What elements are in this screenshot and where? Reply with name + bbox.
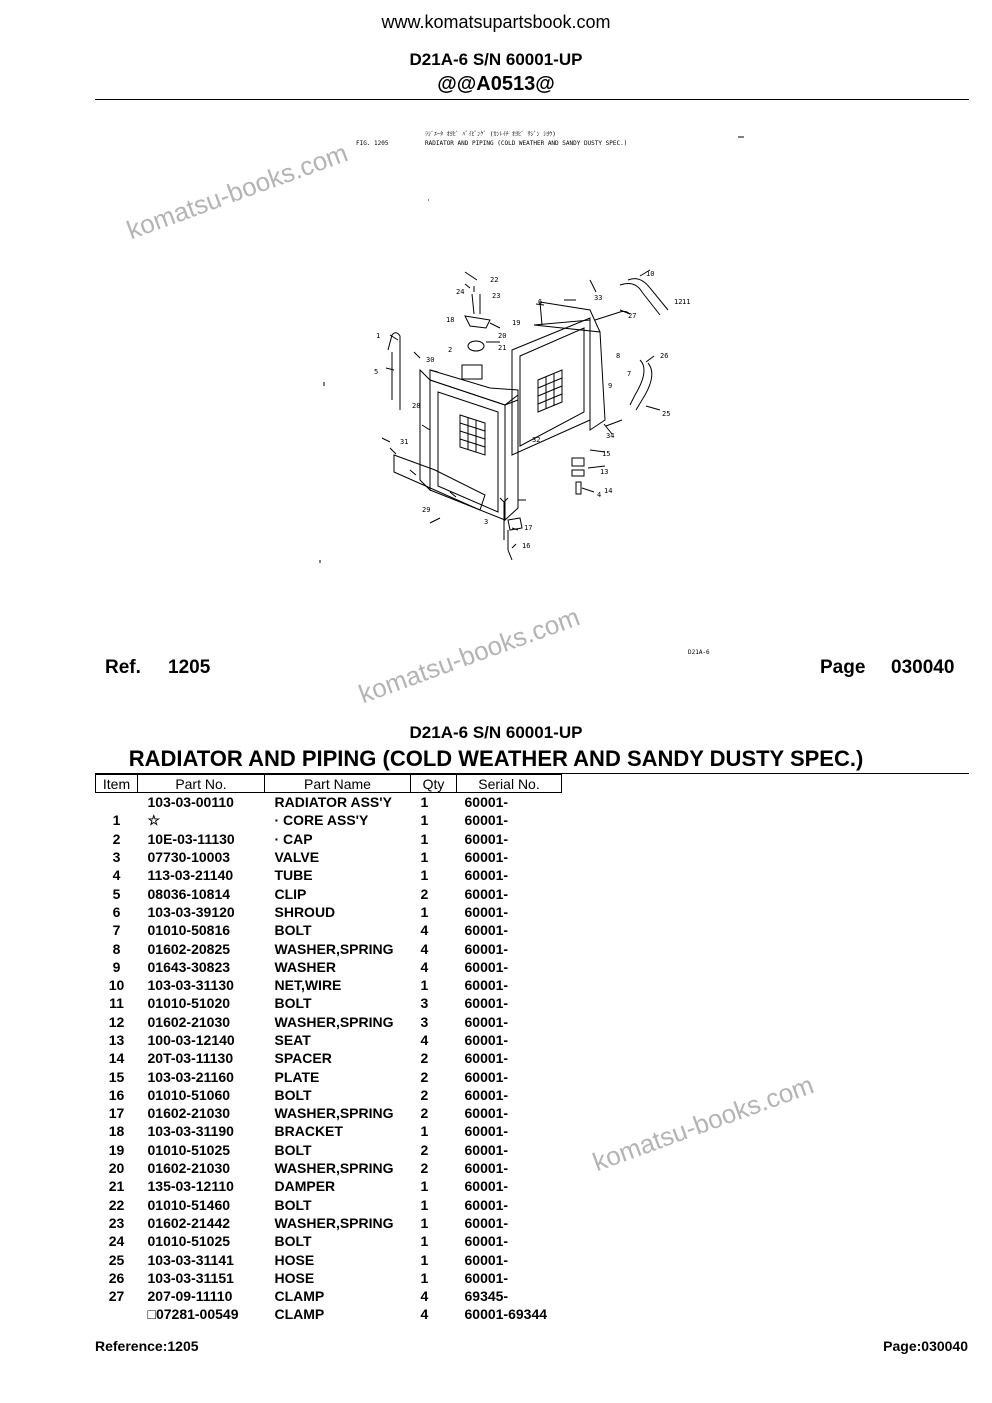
cell-item: 7	[112, 922, 121, 939]
callout: 30	[426, 356, 435, 364]
cell-part-no: 207-09-11110	[147, 1288, 233, 1305]
cell-part-no: 135-03-12110	[147, 1178, 234, 1195]
table-row	[96, 921, 562, 939]
table-row	[96, 830, 562, 848]
cell-part-no: 01602-20825	[147, 940, 231, 957]
cell-item: 26	[108, 1269, 125, 1286]
cell-qty: 4	[420, 1306, 429, 1323]
table-row	[96, 976, 562, 994]
cell-qty: 1	[420, 1178, 429, 1195]
cell-serial: 60001-	[464, 977, 509, 994]
cell-part-no: □07281-00549	[147, 1306, 239, 1323]
cell-part-name: · CAP	[274, 830, 313, 847]
callout: 31	[400, 438, 409, 446]
cell-part-no: ☆	[147, 812, 161, 829]
cell-part-no: 08036-10814	[147, 885, 231, 902]
cell-part-name: CLAMP	[274, 1306, 325, 1323]
callout: 20	[498, 332, 507, 340]
cell-item	[96, 793, 138, 812]
fig-label: FIG. 1205	[356, 140, 389, 147]
cell-part-name: BOLT	[274, 1196, 312, 1213]
cell-qty: 1	[420, 1251, 429, 1268]
table-row	[96, 1086, 562, 1104]
callout: 7	[627, 370, 632, 378]
callout: 22	[490, 276, 499, 284]
cell-part-no: 01010-51025	[147, 1141, 231, 1158]
cell-part-name: NET,WIRE	[274, 977, 342, 994]
cell-part-name: WASHER,SPRING	[274, 1013, 394, 1030]
callout: 6	[538, 298, 543, 306]
callout: 13	[600, 468, 609, 476]
col-header-part-name: Part Name	[265, 775, 411, 793]
cell-part-name: BOLT	[274, 922, 312, 939]
cell-qty: 4	[420, 1032, 429, 1048]
table-row	[96, 994, 562, 1012]
parts-table	[95, 774, 562, 1324]
table-row	[96, 1196, 562, 1214]
cell-qty: 1	[420, 867, 429, 884]
cell-part-no: 01602-21030	[147, 1160, 231, 1177]
col-header-qty: Qty	[411, 775, 457, 793]
divider-top	[95, 99, 969, 100]
cell-serial: 60001-	[464, 1123, 509, 1140]
cell-item: 23	[108, 1214, 125, 1231]
cell-serial: 60001-	[464, 1269, 509, 1286]
cell-item: 6	[112, 903, 121, 920]
cell-part-name: HOSE	[274, 1251, 315, 1268]
cell-part-name: SEAT	[274, 1032, 311, 1048]
table-row	[96, 1177, 562, 1195]
table-row	[96, 1013, 562, 1031]
cell-part-name: RADIATOR ASS'Y	[274, 794, 392, 811]
callout: 15	[602, 450, 611, 458]
cell-part-name: PLATE	[274, 1068, 320, 1085]
cell-item: 4	[112, 867, 121, 884]
exploded-diagram	[290, 120, 770, 660]
cell-item: 24	[108, 1233, 125, 1250]
site-url: www.komatsupartsbook.com	[381, 12, 611, 32]
cell-part-no: 20T-03-11130	[147, 1050, 234, 1067]
table-row	[96, 939, 562, 957]
cell-qty: 2	[420, 1050, 429, 1067]
watermark: komatsu-books.com	[354, 601, 584, 710]
callout: 24	[456, 288, 465, 296]
cell-item: 18	[108, 1123, 125, 1140]
cell-item: 21	[108, 1178, 125, 1195]
watermark: komatsu-books.com	[122, 137, 352, 246]
cell-part-name: TUBE	[274, 867, 313, 884]
cell-qty: 1	[420, 794, 429, 811]
caption-english: RADIATOR AND PIPING (COLD WEATHER AND SANDY DUSTY SPEC.)	[425, 140, 628, 147]
cell-part-name: WASHER,SPRING	[274, 1160, 394, 1177]
cell-qty: 2	[420, 885, 429, 902]
callout: 32	[532, 436, 541, 444]
cell-qty: 4	[420, 1288, 429, 1305]
cell-part-name: WASHER,SPRING	[274, 1214, 394, 1231]
callout: 4	[597, 491, 602, 499]
cell-serial: 69345-	[464, 1288, 509, 1305]
cell-qty: 1	[420, 1269, 429, 1286]
cell-qty: 2	[420, 1068, 429, 1085]
table-row	[96, 848, 562, 866]
cell-serial: 60001-	[464, 1251, 509, 1268]
cell-qty: 1	[420, 903, 429, 920]
cell-serial: 60001-	[464, 1013, 509, 1030]
cell-item	[96, 1305, 138, 1323]
cell-part-name: BOLT	[274, 995, 312, 1012]
cell-qty: 1	[420, 849, 429, 866]
cell-serial: 60001-	[464, 849, 509, 866]
cell-serial: 60001-	[464, 830, 509, 847]
cell-part-no: 103-03-31141	[147, 1251, 234, 1268]
table-row	[96, 1104, 562, 1122]
cell-part-name: HOSE	[274, 1269, 315, 1286]
table-row	[96, 1232, 562, 1250]
page-code: @@A0513@	[437, 73, 555, 95]
cell-serial: 60001-	[464, 940, 509, 957]
cell-part-no: 10E-03-11130	[147, 830, 235, 847]
cell-item: 22	[108, 1196, 125, 1213]
cell-part-name: SHROUD	[274, 903, 336, 920]
table-row	[96, 884, 562, 902]
cell-serial: 60001-	[464, 1160, 509, 1177]
cell-qty: 2	[420, 1105, 429, 1122]
table-header-row	[96, 775, 562, 793]
table-row	[96, 1214, 562, 1232]
callout: 3	[484, 518, 489, 526]
cell-qty: 4	[420, 922, 429, 939]
cell-serial: 60001-	[464, 958, 509, 975]
ref-label: Ref.	[105, 657, 141, 678]
table-row	[96, 958, 562, 976]
callout: 28	[412, 402, 421, 410]
table-row	[96, 1305, 562, 1323]
cell-qty: 1	[420, 1214, 429, 1231]
table-body	[96, 793, 562, 1324]
cell-part-no: 103-03-39120	[147, 903, 235, 920]
cell-part-no: 103-03-31190	[147, 1123, 234, 1140]
table-row	[96, 1250, 562, 1268]
cell-serial: 60001-69344	[464, 1306, 548, 1323]
callout: 5	[374, 368, 379, 376]
cell-item: 10	[108, 977, 125, 994]
page-label: Page	[820, 657, 866, 678]
cell-item: 17	[108, 1105, 125, 1122]
diagram-corner-code: D21A-6	[688, 649, 710, 656]
cell-part-name: BOLT	[274, 1141, 312, 1158]
ref-value: 1205	[168, 657, 211, 678]
callout: 19	[512, 319, 521, 327]
cell-serial: 60001-	[464, 1196, 509, 1213]
cell-part-no: 01010-51025	[147, 1233, 231, 1250]
cell-part-no: 103-03-21160	[147, 1068, 234, 1085]
model-heading-top: D21A-6 S/N 60001-UP	[409, 50, 583, 69]
cell-qty: 3	[420, 995, 429, 1012]
cell-serial: 60001-	[464, 903, 509, 920]
cell-item: 5	[112, 885, 121, 902]
callout: 12	[674, 298, 683, 306]
table-row	[96, 793, 562, 812]
table-row	[96, 811, 562, 829]
cell-serial: 60001-	[464, 885, 509, 902]
cell-item: 3	[112, 849, 121, 866]
cell-item: 11	[109, 995, 124, 1012]
cell-qty: 4	[420, 940, 429, 957]
cell-qty: 2	[420, 1141, 429, 1158]
cell-part-name: BOLT	[274, 1086, 312, 1103]
table-row	[96, 1141, 562, 1159]
cell-qty: 1	[420, 1233, 429, 1250]
cell-item: 20	[108, 1160, 125, 1177]
cell-item: 14	[108, 1050, 125, 1067]
col-header-item: Item	[96, 775, 138, 793]
callout: 8	[616, 352, 621, 360]
callout: 27	[628, 312, 637, 320]
page-value: 030040	[891, 657, 955, 678]
col-header-serial: Serial No.	[457, 775, 562, 793]
page-title: RADIATOR AND PIPING (COLD WEATHER AND SANDY DUSTY SPEC.)	[128, 746, 864, 771]
table-row	[96, 866, 562, 884]
callout: 1	[376, 332, 381, 340]
cell-item: 12	[108, 1013, 125, 1030]
col-header-part-no: Part No.	[138, 775, 265, 793]
cell-item: 16	[108, 1086, 125, 1103]
cell-item: 13	[108, 1032, 125, 1048]
cell-item: 2	[112, 830, 121, 847]
cell-part-name: SPACER	[274, 1050, 332, 1067]
cell-part-no: 01602-21030	[147, 1105, 231, 1122]
cell-qty: 2	[420, 1086, 429, 1103]
cell-serial: 60001-	[464, 995, 509, 1012]
cell-part-name: · CORE ASS'Y	[274, 812, 369, 829]
cell-item: 8	[112, 940, 121, 957]
cell-part-name: WASHER	[274, 958, 336, 975]
callout: 14	[604, 487, 613, 495]
cell-qty: 1	[420, 812, 429, 829]
cell-part-name: WASHER,SPRING	[274, 1105, 394, 1122]
cell-part-no: 01010-51060	[147, 1086, 231, 1103]
footer-page: Page:030040	[883, 1338, 968, 1354]
cell-part-no: 100-03-12140	[147, 1032, 235, 1048]
cell-serial: 60001-	[464, 1032, 509, 1048]
model-heading: D21A-6 S/N 60001-UP	[409, 723, 583, 742]
cell-qty: 1	[420, 830, 429, 847]
callout: 25	[662, 410, 671, 418]
cell-item: 15	[108, 1068, 125, 1085]
cell-item: 19	[108, 1141, 125, 1158]
cell-qty: 3	[420, 1013, 429, 1030]
table-row	[96, 903, 562, 921]
cell-part-no: 01010-50816	[147, 922, 231, 939]
callout: 17	[524, 524, 533, 532]
cell-qty: 2	[420, 1160, 429, 1177]
table-row	[96, 1049, 562, 1067]
cell-part-no: 103-03-31151	[147, 1269, 234, 1286]
cell-part-no: 01010-51020	[147, 995, 231, 1012]
watermark: komatsu-books.com	[588, 1069, 818, 1178]
callout: 2	[448, 346, 453, 354]
cell-part-no: 01602-21030	[147, 1013, 231, 1030]
cell-serial: 60001-	[464, 812, 509, 829]
callout: 11	[682, 298, 691, 306]
callout: 18	[446, 316, 455, 324]
table-row	[96, 1122, 562, 1140]
cell-serial: 60001-	[464, 1068, 509, 1085]
callout: 29	[422, 506, 431, 514]
callout: 10	[646, 270, 655, 278]
cell-item: 1	[112, 812, 121, 829]
footer-reference: Reference:1205	[95, 1338, 199, 1354]
table-row	[96, 1287, 562, 1305]
table-row	[96, 1031, 562, 1049]
cell-serial: 60001-	[464, 1178, 509, 1195]
callout: 26	[660, 352, 669, 360]
cell-part-no: 01010-51460	[147, 1196, 231, 1213]
table-row	[96, 1067, 562, 1085]
cell-part-no: 01643-30823	[147, 958, 231, 975]
cell-qty: 1	[420, 977, 429, 994]
callout: 16	[522, 542, 531, 550]
cell-part-no: 01602-21442	[147, 1214, 231, 1231]
cell-qty: 1	[420, 1196, 429, 1213]
callout: 33	[594, 294, 603, 302]
cell-part-no: 103-03-31130	[147, 977, 234, 994]
cell-part-no: 113-03-21140	[147, 867, 234, 884]
cell-serial: 60001-	[464, 867, 509, 884]
cell-part-name: VALVE	[274, 849, 320, 866]
cell-serial: 60001-	[464, 1141, 509, 1158]
cell-item: 9	[112, 958, 121, 975]
cell-serial: 60001-	[464, 1105, 509, 1122]
cell-part-name: CLAMP	[274, 1288, 325, 1305]
cell-part-no: 103-03-00110	[147, 794, 234, 811]
cell-part-name: WASHER,SPRING	[274, 940, 394, 957]
cell-item: 25	[108, 1251, 125, 1268]
cell-part-no: 07730-10003	[147, 849, 231, 866]
cell-qty: 4	[420, 958, 429, 975]
cell-part-name: CLIP	[274, 885, 307, 902]
cell-part-name: BOLT	[274, 1233, 312, 1250]
cell-serial: 60001-	[464, 1214, 509, 1231]
cell-serial: 60001-	[464, 794, 509, 811]
callout: 9	[608, 382, 613, 390]
cell-qty: 1	[420, 1123, 429, 1140]
table-row	[96, 1269, 562, 1287]
cell-serial: 60001-	[464, 1086, 509, 1103]
cell-serial: 60001-	[464, 1233, 509, 1250]
caption-japanese: ﾗｼﾞｴｰﾀ ｵﾖﾋﾞ ﾊﾟｲﾋﾟﾝｸﾞ (ｶﾝﾚｲﾁ ｵﾖﾋﾞ ｻｼﾞﾝ ｼﾖｳ)	[425, 131, 556, 138]
cell-serial: 60001-	[464, 1050, 509, 1067]
cell-part-name: BRACKET	[274, 1123, 343, 1140]
cell-item: 27	[108, 1288, 125, 1305]
callout: 21	[498, 344, 507, 352]
callout: 34	[606, 432, 615, 440]
cell-part-name: DAMPER	[274, 1178, 336, 1195]
cell-serial: 60001-	[464, 922, 509, 939]
table-row	[96, 1159, 562, 1177]
callout: 23	[492, 292, 501, 300]
